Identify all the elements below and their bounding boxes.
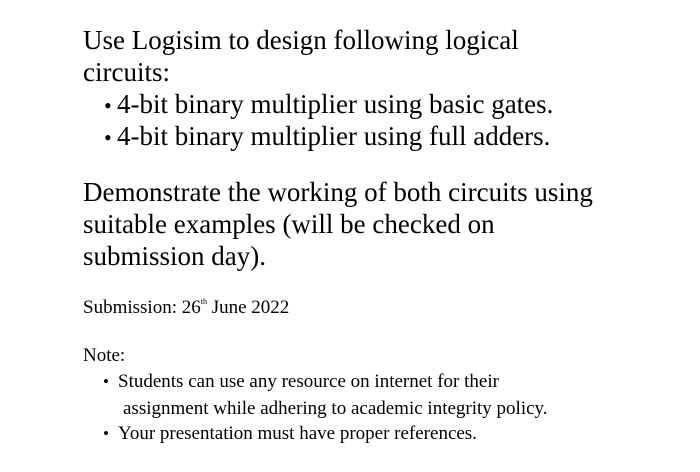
submission-rest: June 2022 [206, 297, 290, 318]
note-text: Your presentation must have proper references. [118, 423, 477, 444]
bullet-icon: • [104, 125, 112, 150]
submission-ordinal: th [200, 297, 207, 306]
task-item [104, 88, 553, 122]
submission-date [83, 296, 289, 320]
task-item [104, 120, 550, 154]
note-heading: Note: [83, 345, 126, 366]
task-text: 4-bit binary multiplier using basic gates. [117, 89, 554, 119]
demonstrate-line-2: suitable examples (will be checked on [83, 209, 495, 239]
note-text-continuation: assignment while adhering to academic integrity policy. [123, 398, 548, 419]
intro-line-2: circuits: [83, 57, 170, 87]
demonstrate-line-3: submission day). [83, 241, 267, 271]
note-item [103, 421, 477, 446]
submission-label: Submission: 26 [83, 297, 201, 318]
task-text: 4-bit binary multiplier using full adders. [117, 121, 551, 151]
note-text: Students can use any resource on internet for their [118, 371, 499, 392]
bullet-icon: • [104, 93, 112, 118]
bullet-icon: • [103, 372, 109, 391]
bullet-icon: • [103, 424, 109, 443]
demonstrate-line-1: Demonstrate the working of both circuits using [83, 177, 593, 207]
intro-line-1: Use Logisim to design following logical [83, 25, 519, 55]
note-item [103, 369, 499, 394]
